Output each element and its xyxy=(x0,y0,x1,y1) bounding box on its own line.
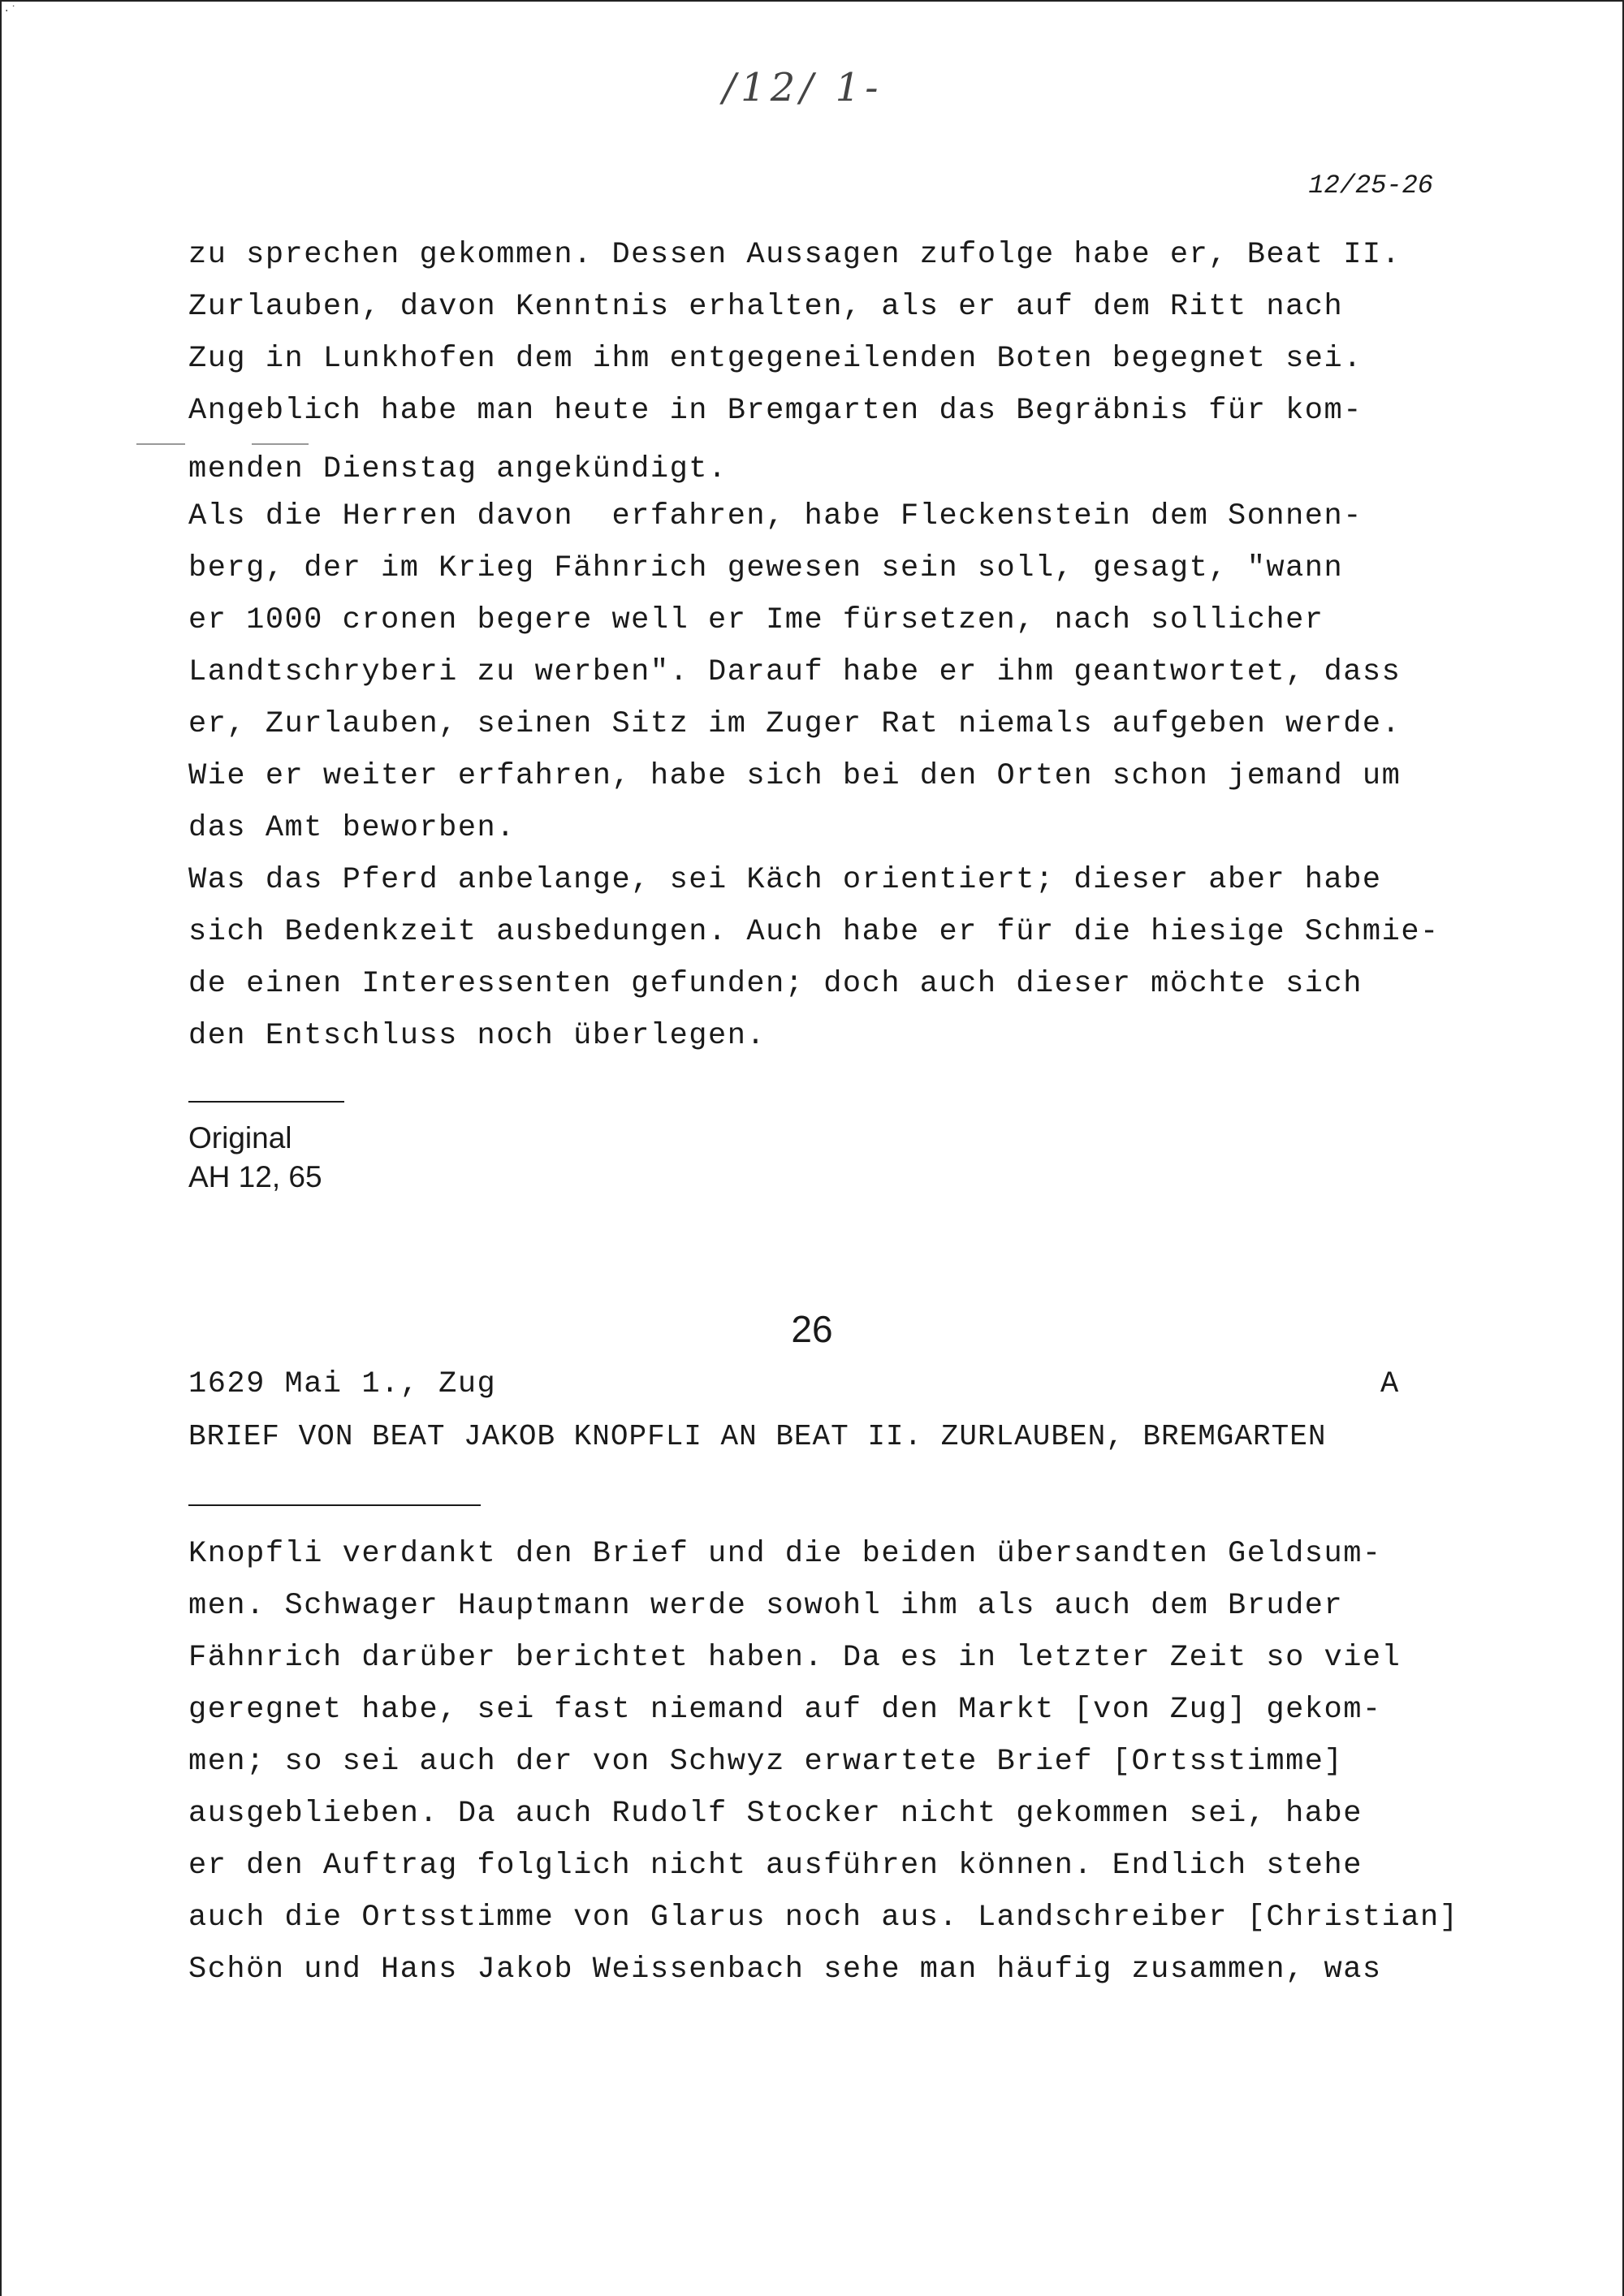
doc26-line: Fähnrich darüber berichtet haben. Da es in letzter Zeit so viel xyxy=(188,1641,1402,1675)
handwritten-page-mark: /12/ 1- xyxy=(723,65,883,110)
doc26-line: Knopfli verdankt den Brief und die beiden übersandten Geldsum- xyxy=(188,1537,1382,1571)
doc25-line: menden Dienstag angekündigt. xyxy=(188,452,728,486)
doc25-line: Angeblich habe man heute in Bremgarten das Begräbnis für kom- xyxy=(188,394,1363,428)
doc25-line: de einen Interessenten gefunden; doch auch dieser möchte sich xyxy=(188,967,1363,1001)
scan-artifact xyxy=(252,443,309,445)
doc25-line: zu sprechen gekommen. Dessen Aussagen zufolge habe er, Beat II. xyxy=(188,238,1402,272)
title-rule xyxy=(188,1504,481,1506)
doc26-line: er den Auftrag folglich nicht ausführen können. Endlich stehe xyxy=(188,1849,1363,1883)
scan-artifact xyxy=(136,443,185,445)
corner-scan-mark: ·˙ xyxy=(3,5,17,18)
doc25-line: Zurlauben, davon Kenntnis erhalten, als er auf dem Ritt nach xyxy=(188,290,1344,324)
doc26-line: men; so sei auch der von Schwyz erwartete Brief [Ortsstimme] xyxy=(188,1745,1344,1779)
doc25-line: Als die Herren davon erfahren, habe Fleckenstein dem Sonnen- xyxy=(188,499,1363,533)
doc26-line: ausgeblieben. Da auch Rudolf Stocker nicht gekommen sei, habe xyxy=(188,1797,1363,1831)
doc25-line: sich Bedenkzeit ausbedungen. Auch habe er für die hiesige Schmie- xyxy=(188,915,1440,949)
source-signature: AH 12, 65 xyxy=(188,1160,322,1193)
document-number: 26 xyxy=(791,1308,833,1350)
page-reference: 12/25-26 xyxy=(1308,170,1433,201)
doc26-line: auch die Ortsstimme von Glarus noch aus. Landschreiber [Christian] xyxy=(188,1901,1459,1935)
doc25-line: Was das Pferd anbelange, sei Käch orientiert; dieser aber habe xyxy=(188,863,1382,897)
doc26-line: geregnet habe, sei fast niemand auf den Markt [von Zug] gekom- xyxy=(188,1693,1382,1727)
doc26-line: Schön und Hans Jakob Weissenbach sehe man häufig zusammen, was xyxy=(188,1953,1382,1987)
source-label: Original xyxy=(188,1121,292,1154)
doc25-line: berg, der im Krieg Fähnrich gewesen sein soll, gesagt, "wann xyxy=(188,551,1344,585)
footnote-rule xyxy=(188,1101,344,1103)
document-classification: A xyxy=(1380,1367,1399,1401)
doc25-line: Landtschryberi zu werben". Darauf habe er ihm geantwortet, dass xyxy=(188,655,1402,689)
doc25-line: er 1000 cronen begere well er Ime fürsetzen, nach sollicher xyxy=(188,603,1324,637)
document-title: BRIEF VON BEAT JAKOB KNOPFLI AN BEAT II. ZURLAUBEN, BREMGARTEN xyxy=(188,1420,1327,1453)
doc26-line: men. Schwager Hauptmann werde sowohl ihm als auch dem Bruder xyxy=(188,1589,1344,1623)
document-date-place: 1629 Mai 1., Zug xyxy=(188,1367,497,1401)
doc25-line: Zug in Lunkhofen dem ihm entgegeneilenden Boten begegnet sei. xyxy=(188,342,1363,376)
doc25-line: Wie er weiter erfahren, habe sich bei den Orten schon jemand um xyxy=(188,759,1402,793)
doc25-line: das Amt beworben. xyxy=(188,811,516,845)
doc25-line: er, Zurlauben, seinen Sitz im Zuger Rat niemals aufgeben werde. xyxy=(188,707,1402,741)
doc25-line: den Entschluss noch überlegen. xyxy=(188,1019,767,1053)
